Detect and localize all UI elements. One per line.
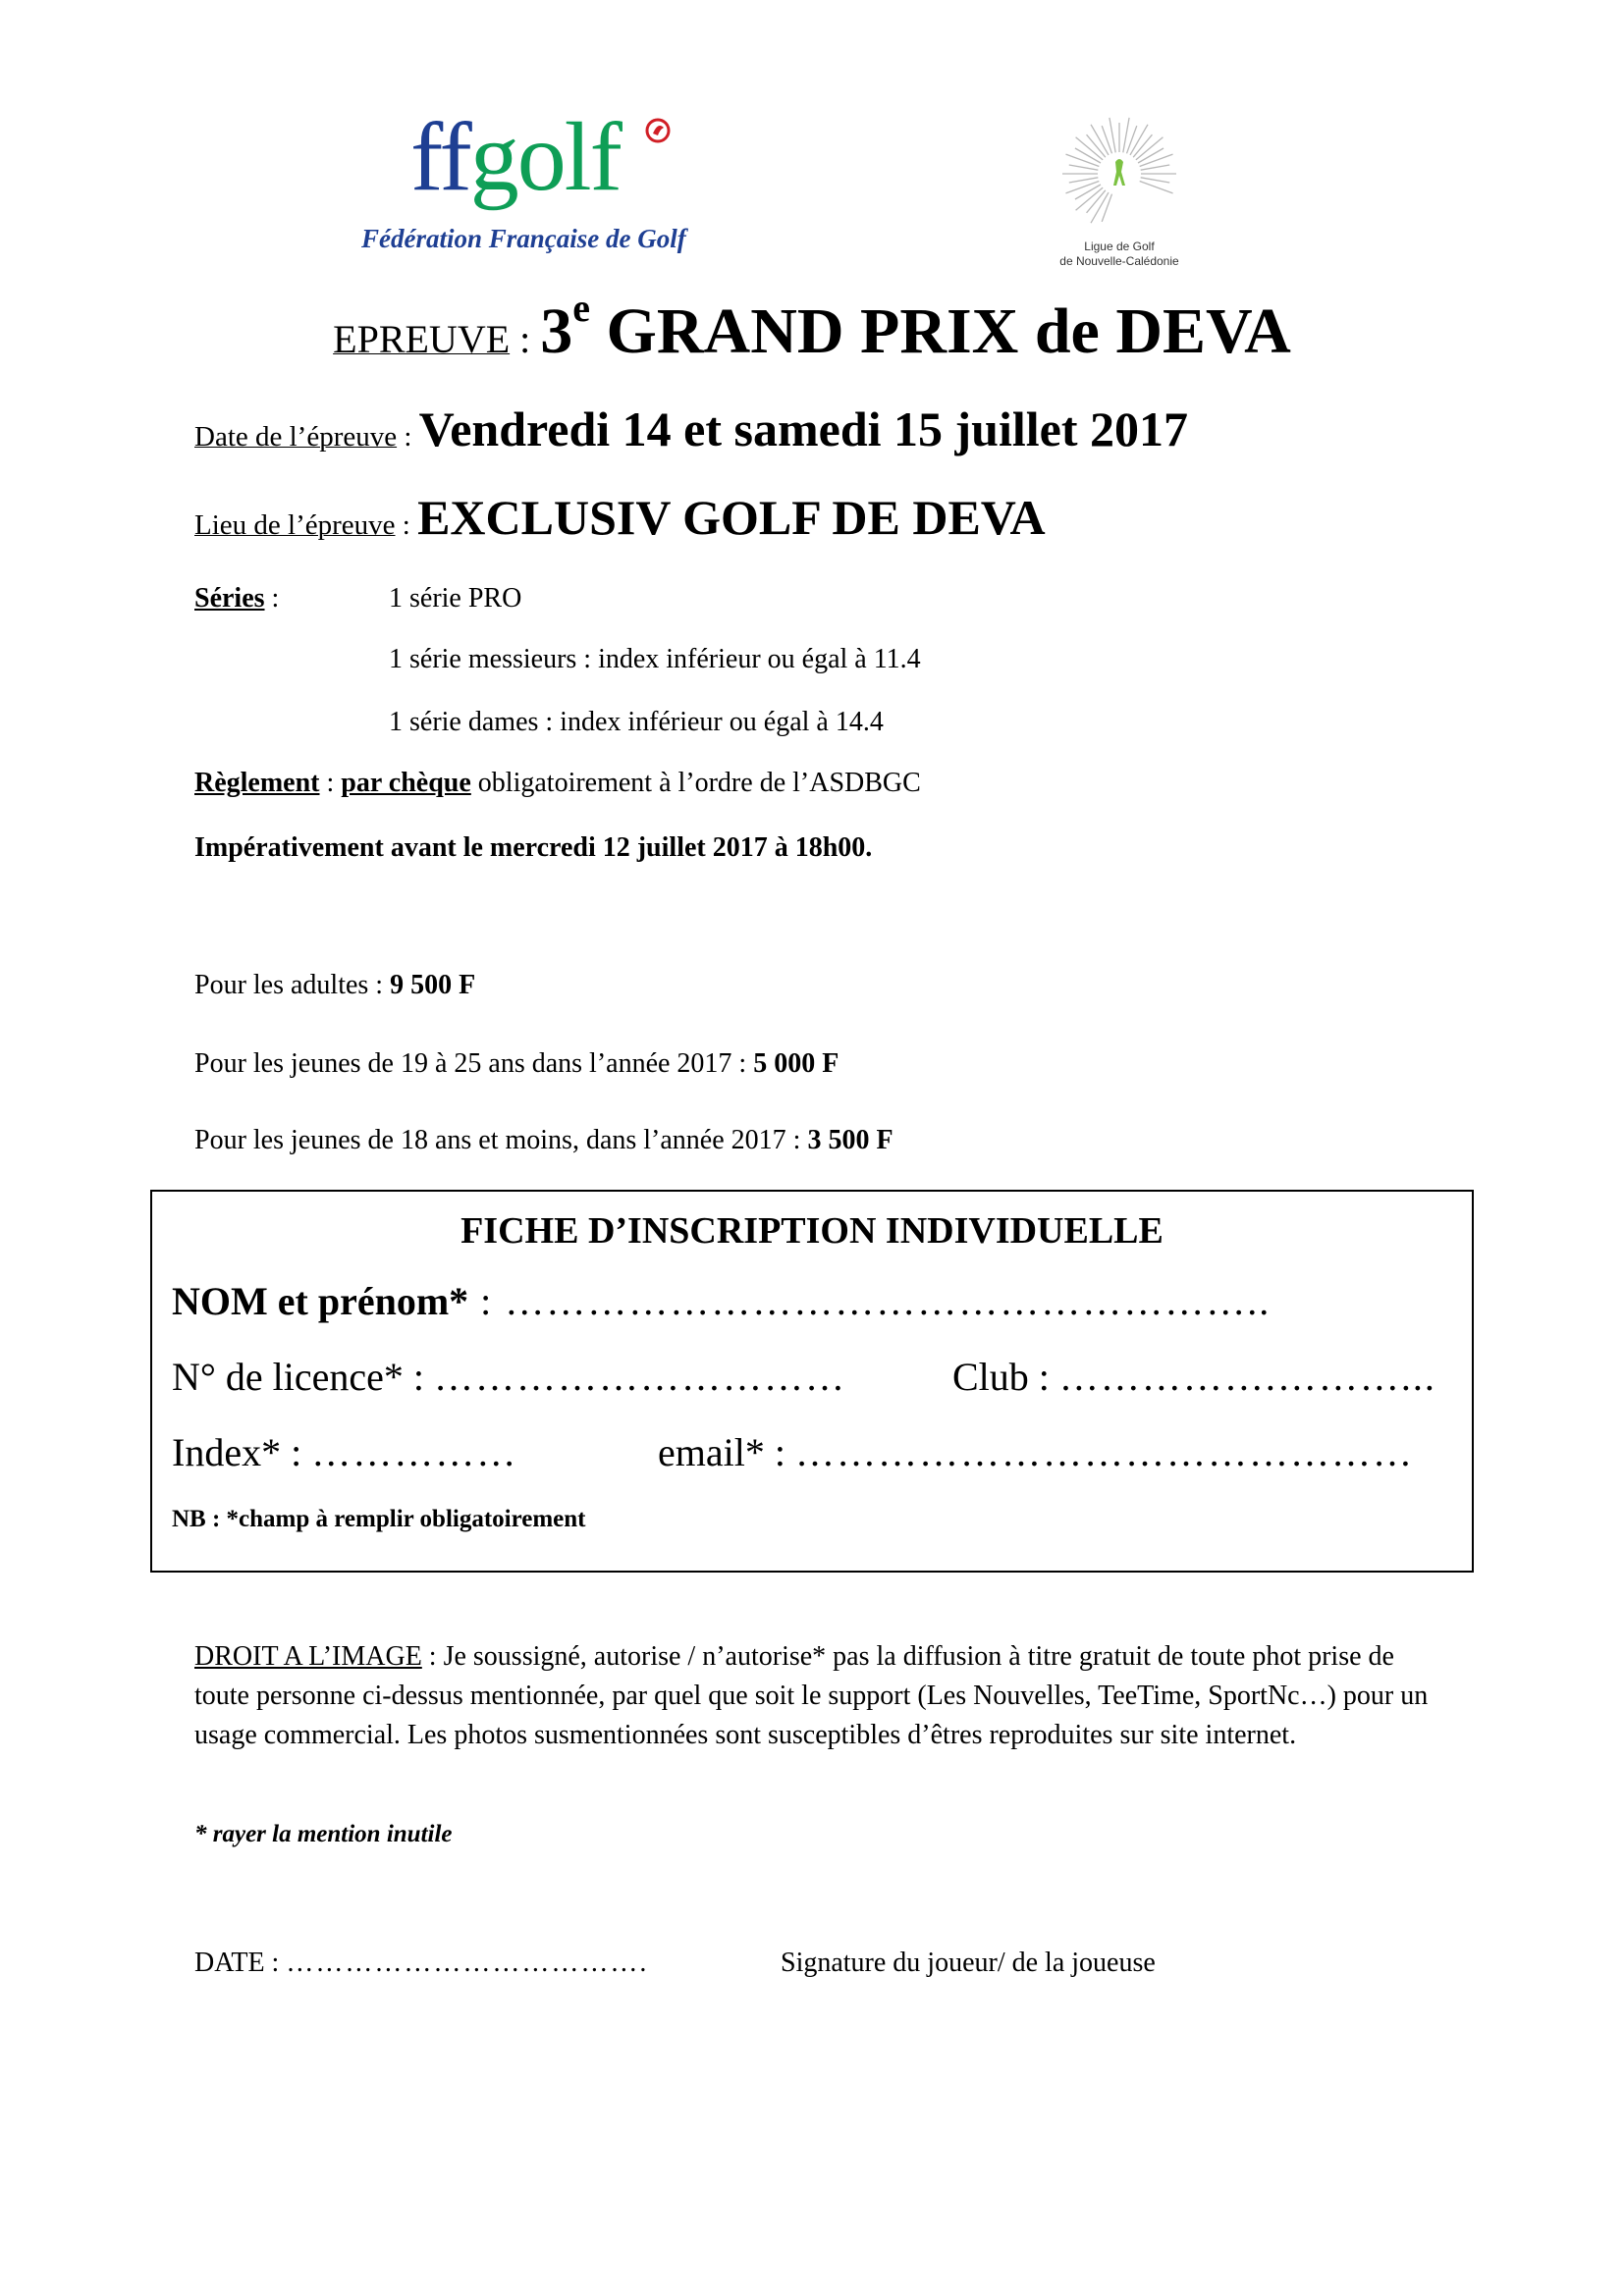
footnote: * rayer la mention inutile — [194, 1821, 453, 1847]
reglement-rest: obligatoirement à l’ordre de l’ASDBGC — [470, 768, 921, 798]
ligue-name-line2: de Nouvelle-Calédonie — [1059, 254, 1179, 268]
licence-label: N° de licence* : — [172, 1355, 434, 1399]
date-value: Vendredi 14 et samedi 15 juillet 2017 — [418, 401, 1188, 456]
form-note: NB : *champ à remplir obligatoirement — [172, 1506, 586, 1532]
date-separator: : — [397, 421, 419, 453]
ligue-name-line1: Ligue de Golf — [1084, 240, 1155, 253]
tarif-line — [194, 1125, 893, 1156]
reglement-label: Règlement — [194, 768, 320, 798]
signature-row — [194, 1948, 648, 1979]
reglement-deadline: Impérativement avant le mercredi 12 juillet 2017 à 18h00. — [194, 832, 873, 863]
club-field[interactable]: …………….………... — [1058, 1355, 1436, 1399]
ffgolf-logo — [353, 102, 707, 265]
licence-field[interactable]: ………………………… — [434, 1355, 846, 1399]
index-label: Index* : — [172, 1430, 312, 1474]
tarif-label: Pour les jeunes de 19 à 25 ans dans l’année 2017 : — [194, 1048, 754, 1079]
email-field[interactable]: ……………………………………… — [794, 1430, 1414, 1474]
date-sign-label: DATE : — [194, 1948, 287, 1978]
epreuve-separator: : — [510, 317, 541, 361]
series-item: 1 série dames : index inférieur ou égal à 14.4 — [389, 707, 884, 737]
golfer-figure — [1113, 159, 1125, 186]
signature-label: Signature du joueur/ de la joueuse — [781, 1948, 1156, 1978]
event-name: GRAND PRIX de DEVA — [590, 295, 1291, 367]
nom-field[interactable]: : ……………………………………………….. — [468, 1279, 1272, 1323]
event-title — [540, 286, 1291, 367]
tarif-label: Pour les adultes : — [194, 970, 391, 1000]
date-label: Date de l’épreuve — [194, 421, 398, 453]
ligue-logo — [1051, 113, 1188, 268]
golfer-sunburst-icon — [1051, 113, 1188, 236]
tarif-line — [194, 1048, 839, 1080]
date-sign-field[interactable]: ………………………………. — [286, 1948, 649, 1978]
series-item: 1 série messieurs : index inférieur ou égal à 11.4 — [389, 644, 921, 674]
registration-form — [150, 1190, 1474, 1573]
image-rights-paragraph — [194, 1637, 1441, 1755]
tarif-price: 9 500 F — [390, 970, 476, 1000]
reglement-method: par chèque — [341, 768, 471, 798]
series-separator: : — [264, 583, 280, 614]
ffgolf-wordmark-ff: ff — [410, 102, 470, 211]
lieu-label: Lieu de l’épreuve — [194, 509, 396, 541]
tarif-price: 3 500 F — [807, 1125, 893, 1155]
ffgolf-wordmark — [410, 102, 621, 211]
series-label: Séries — [194, 583, 265, 614]
licence-club-row — [172, 1354, 846, 1400]
event-number-suffix: e — [572, 286, 591, 330]
tarif-label: Pour les jeunes de 18 ans et moins, dans l’année 2017 : — [194, 1125, 808, 1155]
ffgolf-wordmark-golf: golf — [469, 102, 621, 211]
nom-label: NOM et prénom* — [172, 1279, 469, 1323]
lieu-line — [194, 489, 1046, 546]
tarif-line — [194, 970, 475, 1001]
ffgolf-subtitle: Fédération Française de Golf — [361, 224, 686, 253]
reglement-separator: : — [319, 768, 342, 798]
epreuve-label: EPREUVE — [333, 317, 511, 361]
date-line — [194, 400, 1188, 457]
series-item: 1 série PRO — [389, 583, 522, 614]
series-label-block — [194, 583, 279, 614]
image-rights-text: : Je soussigné, autorise / n’autorise* pas la diffusion à titre gratuit de toute phot prise de toute personne ci-dessus mentionnée, par quel que soit le support (Les Nouvelles, TeeTime, SportNc…) pour un usage commercial. Les photos susmentionnées sont susceptibles d’êtres reproduites sur site internet. — [194, 1641, 1429, 1750]
event-number: 3 — [540, 295, 573, 367]
image-rights-label: DROIT A L’IMAGE — [194, 1641, 422, 1672]
club-label: Club : — [952, 1355, 1059, 1399]
lieu-separator: : — [395, 509, 418, 541]
email-row — [658, 1429, 1414, 1475]
rooster-icon — [643, 116, 673, 145]
email-label: email* : — [658, 1430, 795, 1474]
index-row — [172, 1429, 517, 1475]
nom-row[interactable] — [172, 1278, 1271, 1324]
club-row — [952, 1354, 1436, 1400]
lieu-value: EXCLUSIV GOLF DE DEVA — [417, 490, 1046, 545]
page-title — [0, 286, 1624, 369]
tarif-price: 5 000 F — [753, 1048, 839, 1079]
form-title: FICHE D’INSCRIPTION INDIVIDUELLE — [460, 1210, 1164, 1252]
reglement-line — [194, 768, 921, 799]
index-field[interactable]: …………… — [311, 1430, 518, 1474]
